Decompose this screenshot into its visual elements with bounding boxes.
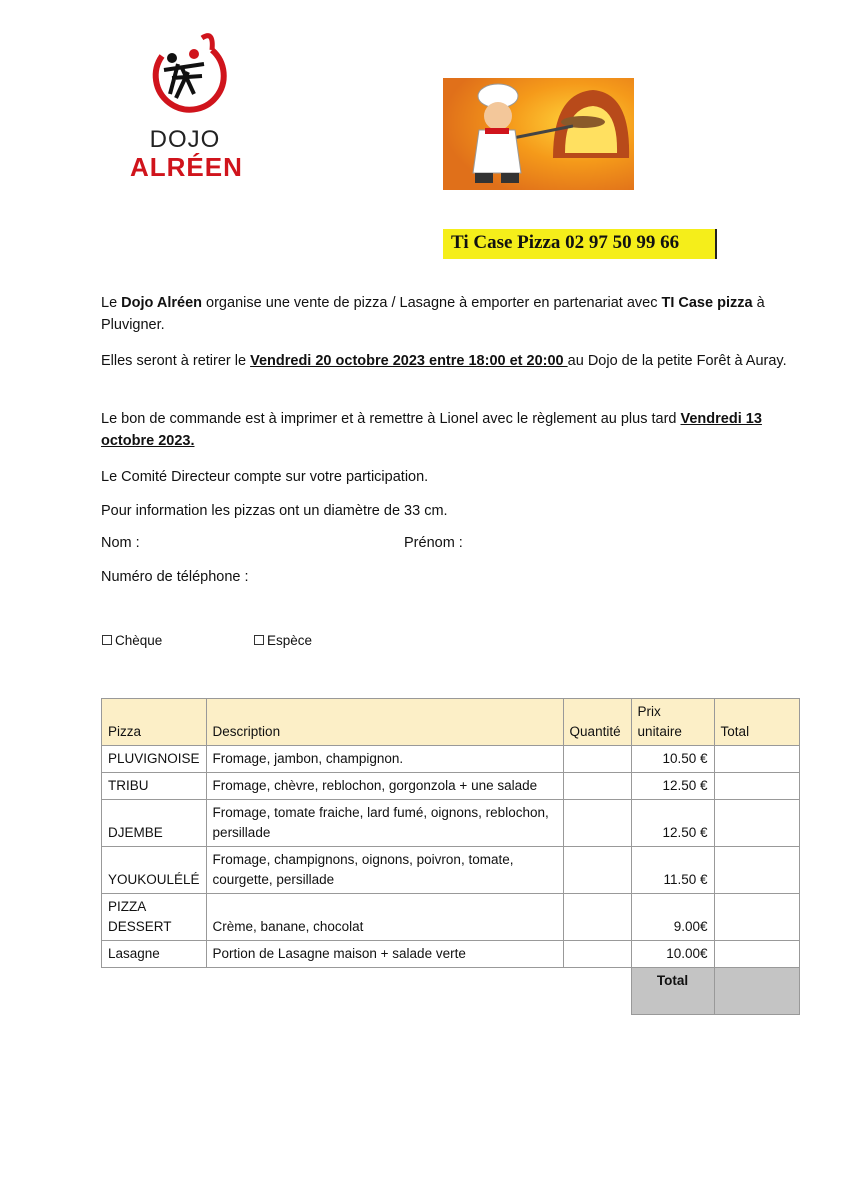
- nom-label: Nom :: [101, 535, 140, 551]
- header-prix: Prix unitaire: [631, 699, 714, 746]
- quantity-cell[interactable]: [563, 941, 631, 968]
- row-total-cell[interactable]: [714, 800, 799, 847]
- pizza-name: TRIBU: [102, 773, 207, 800]
- partner-name: TI Case pizza: [661, 295, 753, 311]
- unit-price: 12.50 €: [631, 800, 714, 847]
- text: organise une vente de pizza / Lasagne à emporter en partenariat avec: [202, 295, 662, 311]
- empty-cell: [102, 968, 207, 1015]
- table-row: [102, 773, 800, 800]
- pickup-date: Vendredi 20 octobre 2023 entre 18:00 et 20:00: [250, 353, 568, 369]
- quantity-cell[interactable]: [563, 894, 631, 941]
- quantity-cell[interactable]: [563, 847, 631, 894]
- table-row: [102, 800, 800, 847]
- judo-emblem-icon: [142, 28, 228, 123]
- logo-text-dojo: DOJO: [149, 126, 221, 153]
- empty-cell: [563, 968, 631, 1015]
- cheque-label: Chèque: [115, 633, 163, 648]
- row-total-cell[interactable]: [714, 894, 799, 941]
- row-total-cell[interactable]: [714, 773, 799, 800]
- intro-paragraph: [101, 292, 801, 336]
- row-total-cell[interactable]: [714, 847, 799, 894]
- quantity-cell[interactable]: [563, 773, 631, 800]
- committee-paragraph: Le Comité Directeur compte sur votre participation.: [101, 469, 429, 485]
- pizza-name: PIZZA DESSERT: [102, 894, 207, 941]
- header-quantite: Quantité: [563, 699, 631, 746]
- unit-price: 9.00€: [631, 894, 714, 941]
- row-total-cell[interactable]: [714, 941, 799, 968]
- unit-price: 11.50 €: [631, 847, 714, 894]
- table-row: [102, 746, 800, 773]
- cheque-option[interactable]: [102, 633, 162, 648]
- header-pizza: Pizza: [102, 699, 207, 746]
- table-row: [102, 847, 800, 894]
- pizzeria-contact-banner: [443, 229, 717, 259]
- pizza-description: Fromage, chèvre, reblochon, gorgonzola + une salade: [206, 773, 563, 800]
- pizza-name: YOUKOULÉLÉ: [102, 847, 207, 894]
- pizza-name: Lasagne: [102, 941, 207, 968]
- pizza-name: DJEMBE: [102, 800, 207, 847]
- unit-price: 10.50 €: [631, 746, 714, 773]
- unit-price: 12.50 €: [631, 773, 714, 800]
- row-total-cell[interactable]: [714, 746, 799, 773]
- deadline-date: Vendredi 13 octobre 2023.: [101, 411, 762, 449]
- text: Le: [101, 295, 122, 311]
- pickup-paragraph: [101, 350, 801, 372]
- telephone-label: Numéro de téléphone :: [101, 569, 249, 585]
- text: au Dojo de la petite Forêt à Auray.: [567, 353, 787, 369]
- table-row: [102, 941, 800, 968]
- grand-total-label: Total: [631, 968, 714, 1015]
- club-name: Dojo Alréen: [121, 295, 203, 311]
- header-description: Description: [206, 699, 563, 746]
- cheque-checkbox[interactable]: [102, 635, 112, 645]
- grand-total-cell[interactable]: [714, 968, 799, 1015]
- unit-price: 10.00€: [631, 941, 714, 968]
- pizza-description: Fromage, champignons, oignons, poivron, tomate, courgette, persillade: [206, 847, 563, 894]
- table-header-row: [102, 699, 800, 746]
- quantity-cell[interactable]: [563, 800, 631, 847]
- pizza-name: PLUVIGNOISE: [102, 746, 207, 773]
- diameter-paragraph: Pour information les pizzas ont un diamètre de 33 cm.: [101, 503, 448, 519]
- table-row: [102, 894, 800, 941]
- pizza-description: Portion de Lasagne maison + salade verte: [206, 941, 563, 968]
- text: Le bon de commande est à imprimer et à remettre à Lionel avec le règlement au plus tard: [101, 411, 681, 427]
- pizza-chef-illustration: [443, 78, 634, 190]
- empty-cell: [206, 968, 563, 1015]
- order-table: [101, 698, 800, 1015]
- pizza-description: Fromage, jambon, champignon.: [206, 746, 563, 773]
- espece-checkbox[interactable]: [254, 635, 264, 645]
- pizzeria-name-phone: Ti Case Pizza 02 97 50 99 66: [451, 232, 680, 253]
- total-row: [102, 968, 800, 1015]
- quantity-cell[interactable]: [563, 746, 631, 773]
- text: à Pluvigner.: [101, 295, 765, 333]
- pizza-description: Crème, banane, chocolat: [206, 894, 563, 941]
- pizza-description: Fromage, tomate fraiche, lard fumé, oignons, reblochon, persillade: [206, 800, 563, 847]
- logo-text-alreen: ALRÉEN: [130, 152, 243, 182]
- header-total: Total: [714, 699, 799, 746]
- deadline-paragraph: [101, 408, 801, 452]
- prenom-label: Prénom :: [404, 535, 463, 551]
- text: Elles seront à retirer le: [101, 353, 251, 369]
- espece-label: Espèce: [267, 633, 313, 648]
- dojo-alreen-logo: [130, 28, 243, 182]
- espece-option[interactable]: [254, 633, 312, 648]
